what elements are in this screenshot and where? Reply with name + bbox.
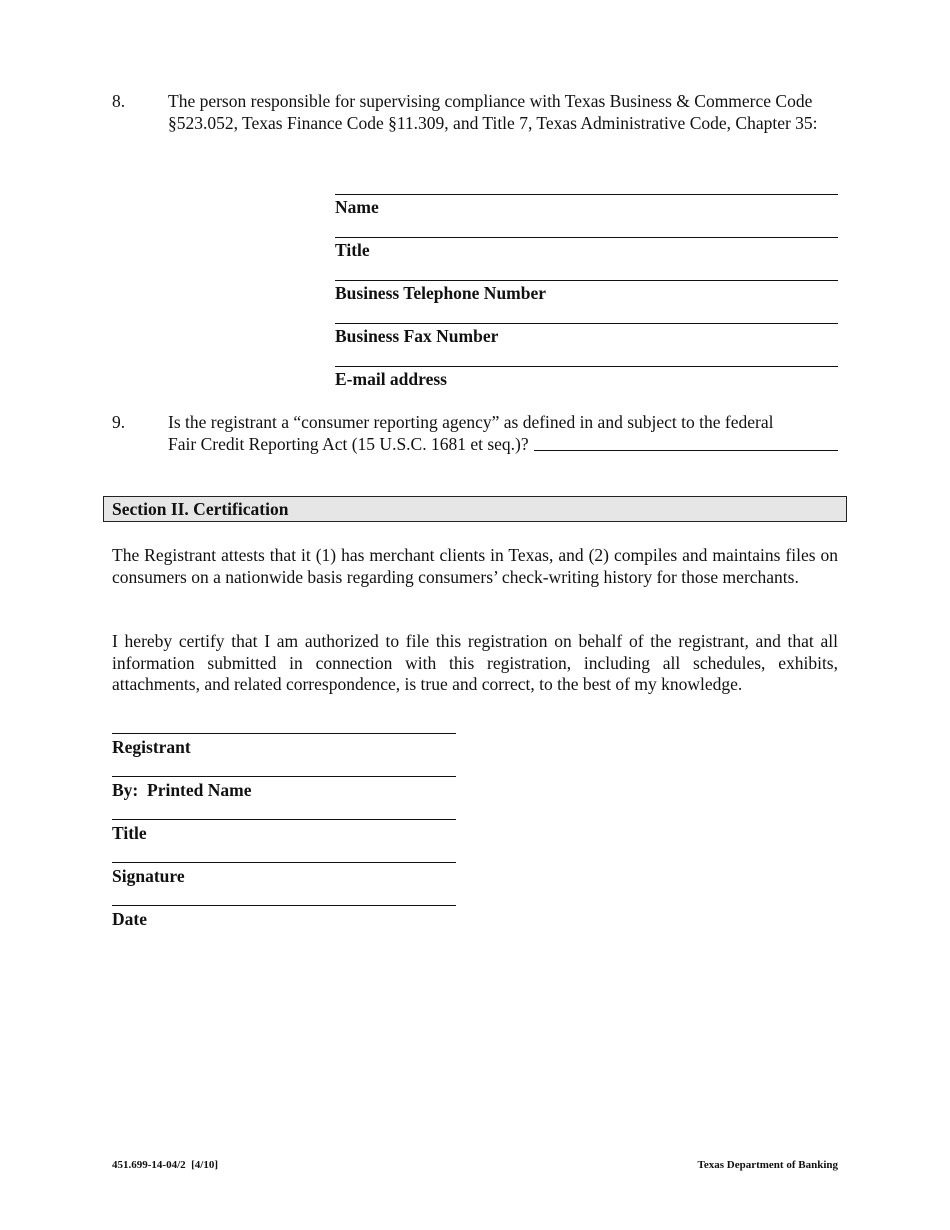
name-label: Name xyxy=(335,197,379,217)
name-input-line[interactable] xyxy=(335,194,838,195)
item-9-line-1: Is the registrant a “consumer reporting agency” as defined in and subject to the federal xyxy=(168,412,774,432)
business-telephone-input-line[interactable] xyxy=(335,280,838,281)
item-8-number: 8. xyxy=(112,91,126,111)
item-9-line-2: Fair Credit Reporting Act (15 U.S.C. 1681 et seq.)? xyxy=(168,433,529,454)
agency-name: Texas Department of Banking xyxy=(697,1159,838,1171)
printed-name-input-line[interactable] xyxy=(112,776,456,777)
printed-name-label: By: Printed Name xyxy=(112,780,252,800)
form-number: 451.699-14-04/2 [4/10] xyxy=(112,1159,219,1171)
signature-fields xyxy=(112,717,456,932)
item-9-answer-line[interactable] xyxy=(534,450,838,451)
email-input-line[interactable] xyxy=(335,366,838,367)
business-fax-input-line[interactable] xyxy=(335,323,838,324)
signature-input-line[interactable] xyxy=(112,862,456,863)
contact-fields xyxy=(335,177,838,392)
date-input-line[interactable] xyxy=(112,905,456,906)
section-2-title: Section II. Certification xyxy=(112,499,289,519)
signer-title-input-line[interactable] xyxy=(112,819,456,820)
registrant-input-line[interactable] xyxy=(112,733,456,734)
business-telephone-label: Business Telephone Number xyxy=(335,283,547,303)
attestation-paragraph: The Registrant attests that it (1) has merchant clients in Texas, and (2) compiles and maintains files on consumers on a nationwide basis regarding consumers’ check-writing history for those merchants. xyxy=(112,545,838,587)
item-9-question xyxy=(168,412,848,455)
registrant-label: Registrant xyxy=(112,737,191,757)
title-input-line[interactable] xyxy=(335,237,838,238)
item-8-text: The person responsible for supervising compliance with Texas Business & Commerce Code §523.052, Texas Finance Code §11.309, and Title 7, Texas Administrative Code, Chapter 35: xyxy=(168,91,818,133)
business-fax-label: Business Fax Number xyxy=(335,326,499,346)
section-2-header xyxy=(103,496,847,522)
signer-title-label: Title xyxy=(112,823,147,843)
certification-paragraph: I hereby certify that I am authorized to file this registration on behalf of the registrant, and that all information submitted in connection with this registration, including all schedules, exhibits, attachments, and related correspondence, is true and correct, to the best of my knowledge. xyxy=(112,631,838,694)
item-9-number: 9. xyxy=(112,412,126,432)
date-label: Date xyxy=(112,909,147,929)
title-label: Title xyxy=(335,240,370,260)
email-label: E-mail address xyxy=(335,369,447,389)
signature-label: Signature xyxy=(112,866,185,886)
